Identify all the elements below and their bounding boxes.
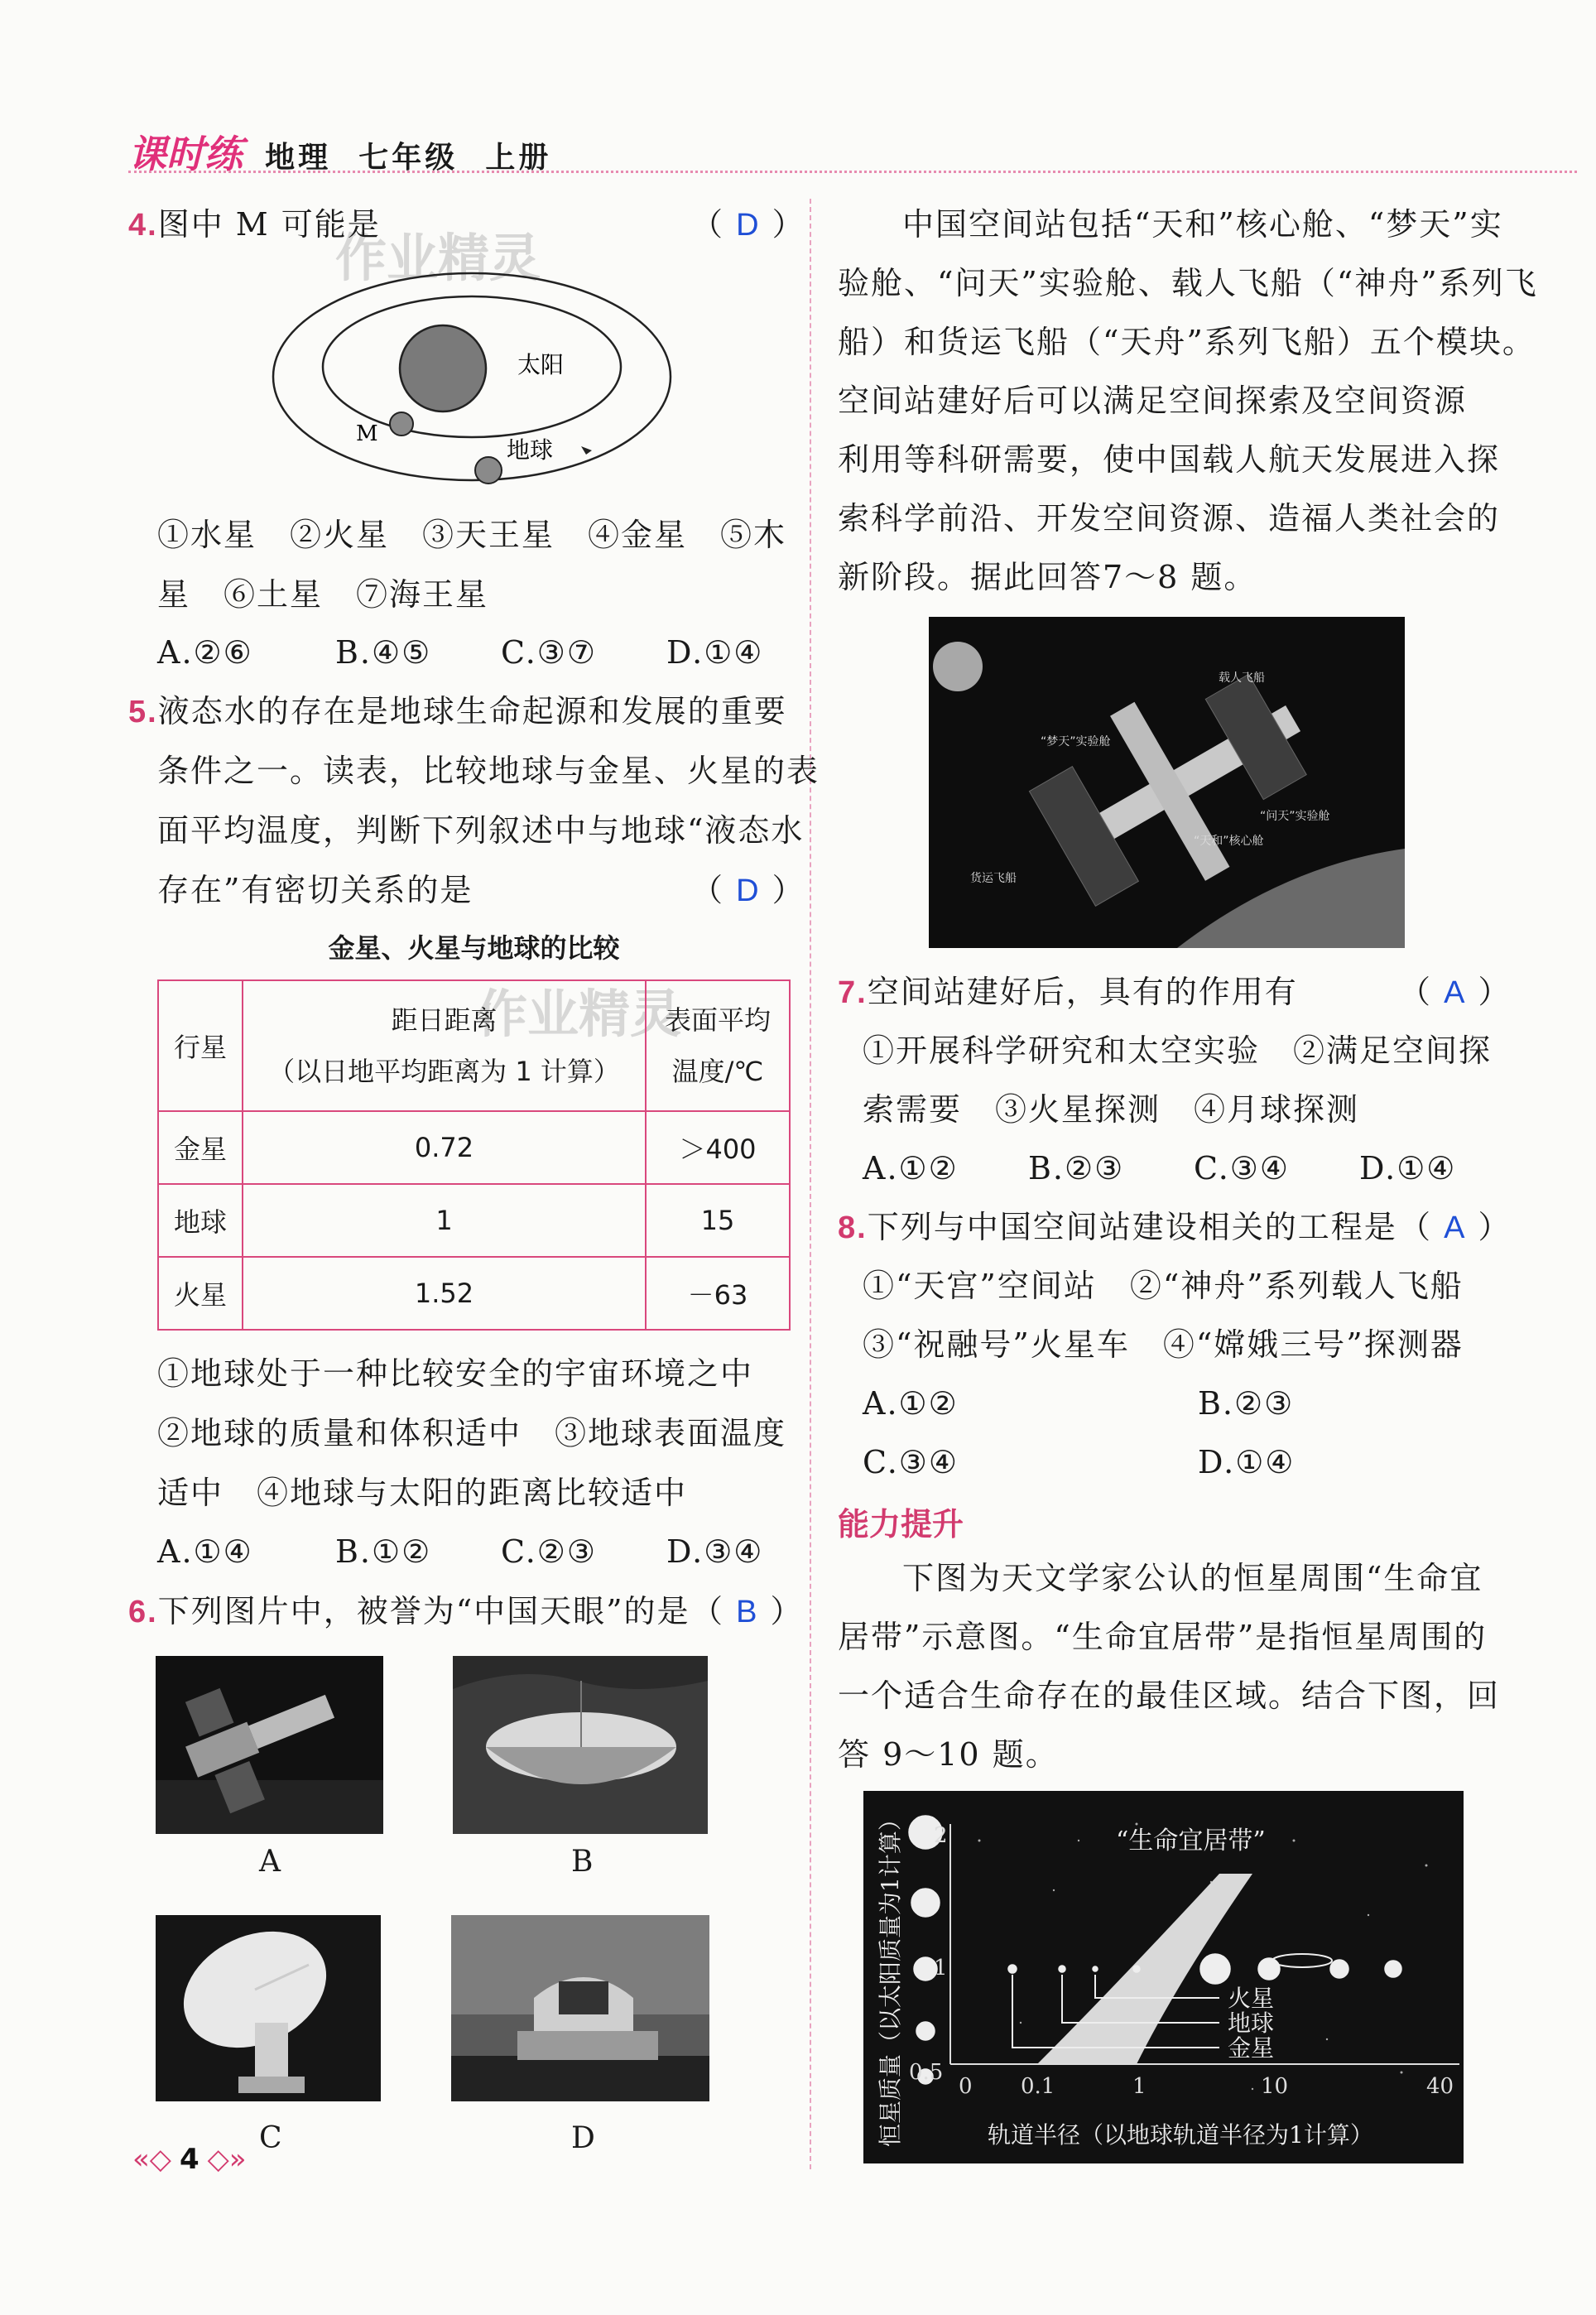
page-number: 4 [179,2143,200,2176]
photo-d-label: D [571,2121,595,2155]
photo-a-space-telescope [156,1656,383,1834]
q6-stem [128,1581,690,1642]
q8-choice-c: C.③④ [863,1444,959,1480]
q8-text: 下列与中国空间站建设相关的工程是 [867,1209,1397,1245]
star-marker [1093,1966,1098,1971]
annotation-label: 火星 [1228,1985,1275,2012]
orbit-arrow [581,446,592,455]
subject-label: 地理 [265,141,332,175]
passage-line-7: 新阶段。据此回答7～8 题。 [838,559,1257,595]
q4-choice-d: D.①④ [666,634,764,671]
q4-options-line2: 星 ⑥土星 ⑦海王星 [157,576,489,613]
cell-temp: ＞400 [646,1111,790,1184]
cell-planet: 金星 [158,1111,243,1184]
q4-choice-a: A.②⑥ [157,634,253,671]
cell-temp: 15 [646,1184,790,1257]
q8-answer: A [1444,1210,1467,1245]
q7-choice-d: D.①④ [1359,1150,1457,1186]
q8-choice-d: D.①④ [1198,1444,1296,1480]
table-title: 金星、火星与地球的比较 [328,932,620,964]
q5-statement-2: ②地球的质量和体积适中 ③地球表面温度 [157,1415,787,1451]
y-tick-label: 0.5 [909,2060,944,2085]
q5-number: 5. [128,695,158,729]
q5-statement-1: ①地球处于一种比较安全的宇宙环境之中 [157,1355,754,1392]
col-header-temp-unit: 温度/℃ [671,1056,764,1087]
q4-choice-b: B.④⑤ [335,634,432,671]
q6-text: 下列图片中，被誉为“中国天眼”的是 [157,1593,690,1629]
volume-label: 上册 [485,141,552,175]
q8-choice-a: A.①② [863,1385,959,1422]
station-label-cargo: 货运飞船 [970,872,1017,885]
col-header-distance-note: （以日地平均距离为 1 计算） [268,1056,620,1087]
q5-stem [128,681,787,742]
q4-choice-c: C.③⑦ [501,634,597,671]
q4-answer: D [736,208,761,243]
star-marker [916,2022,935,2040]
q7-choice-a: A.①② [863,1150,959,1186]
annotation-label: 地球 [1228,2009,1275,2037]
q8-stem [838,1197,1397,1258]
star-marker [1330,1960,1348,1978]
passage-line-2: 验舱、“问天”实验舱、载人飞船（“神舟”系列飞 [838,265,1538,301]
q7-choice-b: B.②③ [1028,1150,1125,1186]
sun-label: 太阳 [517,351,565,378]
comparison-table [157,979,791,1331]
cell-planet: 火星 [158,1257,243,1330]
q6-answer: B [736,1595,759,1629]
space-station-photo [929,617,1405,948]
grade-label: 七年级 [358,141,459,175]
x-tick-label: 10 [1261,2074,1289,2099]
x-tick-label: 0.1 [1021,2074,1055,2099]
q7-text: 空间站建好后，具有的作用有 [867,974,1298,1010]
q5-line4: 存在”有密切关系的是 [157,872,474,908]
orbit-diagram [265,269,679,493]
q8-choices-row1 [863,1374,1294,1433]
table-row [158,1184,790,1257]
q5-choice-b: B.①② [335,1533,432,1570]
saturn-ring [1272,1954,1332,1967]
q7-line-2: 索需要 ③火星探测 ④月球探测 [863,1091,1360,1128]
photo-b-label: B [571,1845,594,1879]
q7-answer: A [1444,975,1467,1010]
x-tick-label: 40 [1426,2074,1454,2099]
photo-c-radio-dish [156,1915,381,2101]
q8-line-2: ③“祝融号”火星车 ④“嫦娥三号”探测器 [863,1326,1464,1363]
station-label-wentian: “问天”实验舱 [1260,810,1330,823]
star-marker [1133,1966,1140,1972]
m-planet [390,412,413,436]
ability-line-1: 下图为天文学家公认的恒星周围“生命宜 [902,1560,1483,1596]
q7-choice-c: C.③④ [1194,1150,1290,1186]
cell-distance: 1.52 [243,1257,646,1330]
x-axis-label: 轨道半径（以地球轨道半径为1计算） [988,2121,1373,2149]
m-label: M [356,421,378,446]
col-header-planet: 行星 [158,980,243,1111]
y-tick-label: 1 [934,1956,948,1981]
photo-d-observatory [451,1915,709,2101]
q7-stem [838,962,1298,1023]
cell-temp: －63 [646,1257,790,1330]
page-header [128,124,1577,174]
habitable-zone-chart [863,1791,1464,2163]
sun-circle [400,325,486,412]
passage-line-6: 索科学前沿、开发空间资源、造福人类社会的 [838,500,1501,537]
photo-c-label: C [259,2121,282,2155]
passage-line-1: 中国空间站包括“天和”核心舱、“梦天”实 [902,206,1503,243]
cell-distance: 1 [243,1184,646,1257]
q5-line2: 条件之一。读表，比较地球与金星、火星的表 [157,753,820,789]
chart-title: “生命宜居带” [1116,1826,1266,1855]
watermark: 作业精灵 [476,984,682,1044]
q4-number: 4. [128,208,158,243]
ability-line-2: 居带”示意图。“生命宜居带”是指恒星周围的 [838,1619,1488,1655]
section-heading-ability: 能力提升 [838,1506,964,1543]
star-marker [1059,1966,1065,1972]
q6-answer-slot: （ B ） [691,1593,804,1629]
star-marker [1200,1954,1230,1984]
header-divider [128,171,1577,173]
x-tick-label: 1 [1132,2074,1147,2099]
table-row [158,1257,790,1330]
col-header-distance [243,980,646,1111]
q5-answer: D [736,874,761,908]
passage-line-5: 利用等科研需要，使中国载人航天发展进入探 [838,441,1501,478]
star-marker [911,1889,940,1917]
ability-line-3: 一个适合生命存在的最佳区域。结合下图，回 [838,1677,1501,1714]
column-divider [810,199,811,2169]
q6-number: 6. [128,1595,158,1629]
cell-distance: 0.72 [243,1111,646,1184]
table-row [158,1111,790,1184]
page-number-badge: «◇ 4 ◇» [132,2143,247,2176]
photo-b-fast-telescope [453,1656,708,1834]
q8-line-1: ①“天宫”空间站 ②“神舟”系列载人飞船 [863,1268,1464,1304]
passage-line-4: 空间站建好后可以满足空间探索及空间资源 [838,383,1468,419]
star-marker [1385,1961,1401,1977]
q8-choices-row2 [863,1432,1295,1492]
watermark: 作业精灵 [335,228,541,288]
q7-line-1: ①开展科学研究和太空实验 ②满足空间探 [863,1032,1493,1069]
station-label-tianhe: “天和”核心舱 [1194,835,1264,848]
y-axis-label: 恒星质量（以太阳质量为1计算） [877,1807,904,2147]
q4-text: 图中 M 可能是 [157,206,381,243]
col-header-distance-main: 距日距离 [391,1004,498,1036]
q4-options-line1: ①水星 ②火星 ③天王星 ④金星 ⑤木 [157,517,787,553]
q5-answer-slot: （ D ） [691,872,805,908]
q5-statement-3: 适中 ④地球与太阳的距离比较适中 [157,1475,688,1511]
q5-line3: 面平均温度，判断下列叙述中与地球“液态水 [157,812,805,849]
q8-answer-slot: （ A ） [1399,1209,1512,1245]
station-label-mengtian: “梦天”实验舱 [1041,735,1111,748]
q4-answer-slot: （ D ） [691,206,805,243]
star-marker [1008,1965,1017,1973]
q5-choices [157,1522,763,1581]
earth-planet [475,457,502,484]
q7-number: 7. [838,975,868,1010]
photo-a-label: A [259,1845,281,1879]
x-tick-label: 0 [959,2074,973,2099]
annotation-label: 金星 [1228,2034,1275,2062]
y-tick-label: 2 [934,1823,948,1848]
earth-label: 地球 [507,436,554,464]
q4-stem [128,195,381,255]
star-marker [1258,1958,1280,1980]
passage-line-3: 船）和货运飞船（“天舟”系列飞船）五个模块。 [838,324,1536,360]
col-header-temp [646,980,790,1111]
q7-choices [863,1138,1456,1198]
brand-logo: 课时练 [128,132,243,176]
q5-choice-a: A.①④ [157,1533,253,1570]
station-label-crew: 载人飞船 [1219,671,1265,685]
q4-choices [157,623,763,682]
q8-number: 8. [838,1210,868,1245]
q7-answer-slot: （ A ） [1399,974,1512,1010]
q5-choice-c: C.②③ [501,1533,597,1570]
q5-choice-d: D.③④ [666,1533,764,1570]
cell-planet: 地球 [158,1184,243,1257]
q8-choice-b: B.②③ [1198,1385,1295,1422]
q5-line1: 液态水的存在是地球生命起源和发展的重要 [157,693,787,729]
col-header-temp-main: 表面平均 [664,1004,771,1036]
ability-line-4: 答 9～10 题。 [838,1736,1059,1773]
